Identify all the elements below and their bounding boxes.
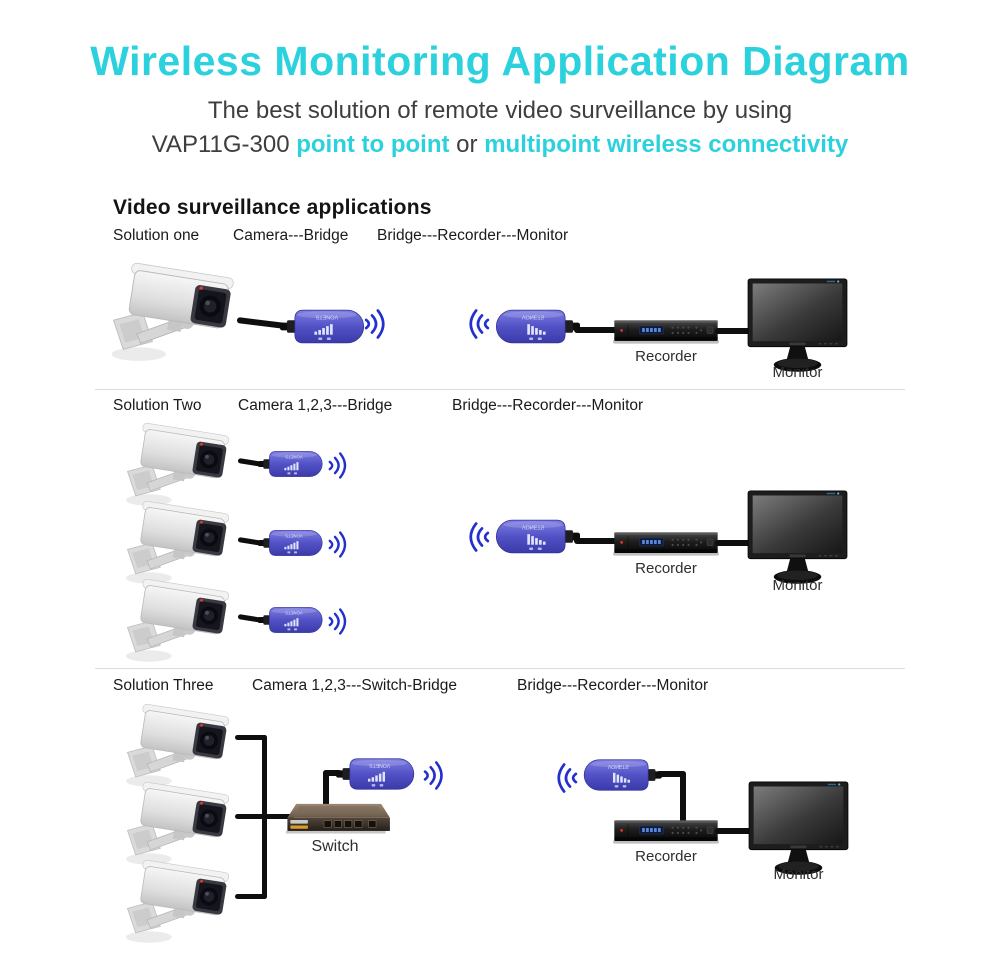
- solution3-name: Solution Three: [113, 677, 214, 694]
- cable-line: [715, 540, 751, 546]
- switch-label: Switch: [311, 838, 359, 855]
- dvr-recorder-image: [613, 317, 719, 345]
- dvr-recorder-image: [613, 817, 719, 845]
- cctv-camera-image: [116, 700, 247, 790]
- wifi-signal-icon: [327, 524, 351, 565]
- wireless-bridge-image: [336, 755, 416, 793]
- monitor-image: [748, 781, 849, 878]
- subtitle-product-name: VAP11G-300: [151, 131, 297, 158]
- wireless-bridge-image: [494, 516, 580, 557]
- subtitle-line2: [0, 131, 1000, 159]
- cctv-camera-image: [100, 258, 255, 365]
- cctv-camera-image: [116, 778, 247, 868]
- dvr-recorder-image: [613, 529, 719, 557]
- solution2-left-flow: Camera 1,2,3---Bridge: [238, 397, 393, 414]
- wireless-bridge-image: [258, 448, 324, 480]
- solution3-right-flow: Bridge---Recorder---Monitor: [517, 677, 709, 694]
- wireless-bridge-image: [258, 604, 324, 636]
- wifi-signal-icon: [464, 514, 491, 560]
- monitor-label: Monitor: [772, 364, 823, 381]
- monitor-label: Monitor: [773, 866, 824, 883]
- cctv-camera-image: [116, 419, 247, 509]
- subtitle-connector-word: or: [449, 131, 485, 158]
- solution2-right-flow: Bridge---Recorder---Monitor: [452, 397, 644, 414]
- subtitle-line1: The best solution of remote video surveillance by using: [207, 97, 793, 124]
- monitor-image: [747, 278, 848, 375]
- subtitle-highlight-multipoint: multipoint wireless connectivity: [484, 131, 849, 158]
- section-divider: [95, 668, 905, 669]
- recorder-label: Recorder: [635, 348, 697, 365]
- wireless-bridge-image: [582, 756, 662, 794]
- solution1-right-flow: Bridge---Recorder---Monitor: [377, 227, 569, 244]
- cctv-camera-image: [116, 856, 247, 946]
- solution1-name: Solution one: [113, 227, 200, 244]
- wifi-signal-icon: [464, 301, 491, 347]
- wifi-signal-icon: [552, 755, 579, 801]
- section-divider: [95, 389, 905, 390]
- monitor-label: Monitor: [772, 577, 823, 594]
- wifi-signal-icon: [363, 301, 390, 347]
- wifi-signal-icon: [422, 753, 448, 798]
- wireless-bridge-image: [280, 306, 366, 347]
- wifi-signal-icon: [327, 601, 351, 642]
- recorder-label: Recorder: [635, 560, 697, 577]
- recorder-label: Recorder: [635, 848, 697, 865]
- cable-line: [715, 328, 751, 334]
- wireless-bridge-image: [258, 527, 324, 559]
- solution1-left-flow: Camera---Bridge: [233, 227, 349, 244]
- monitor-image: [747, 490, 848, 587]
- cctv-camera-image: [116, 497, 247, 587]
- wireless-bridge-image: [494, 306, 580, 347]
- cctv-camera-image: [116, 575, 247, 665]
- wifi-signal-icon: [327, 445, 351, 486]
- network-switch-image: [280, 798, 390, 839]
- section-heading: Video surveillance applications: [113, 196, 432, 219]
- page-title: Wireless Monitoring Application Diagram: [90, 38, 910, 84]
- solution3-left-flow: Camera 1,2,3---Switch-Bridge: [252, 677, 458, 694]
- solution2-name: Solution Two: [113, 397, 202, 414]
- subtitle-highlight-point-to-point: point to point: [296, 131, 450, 158]
